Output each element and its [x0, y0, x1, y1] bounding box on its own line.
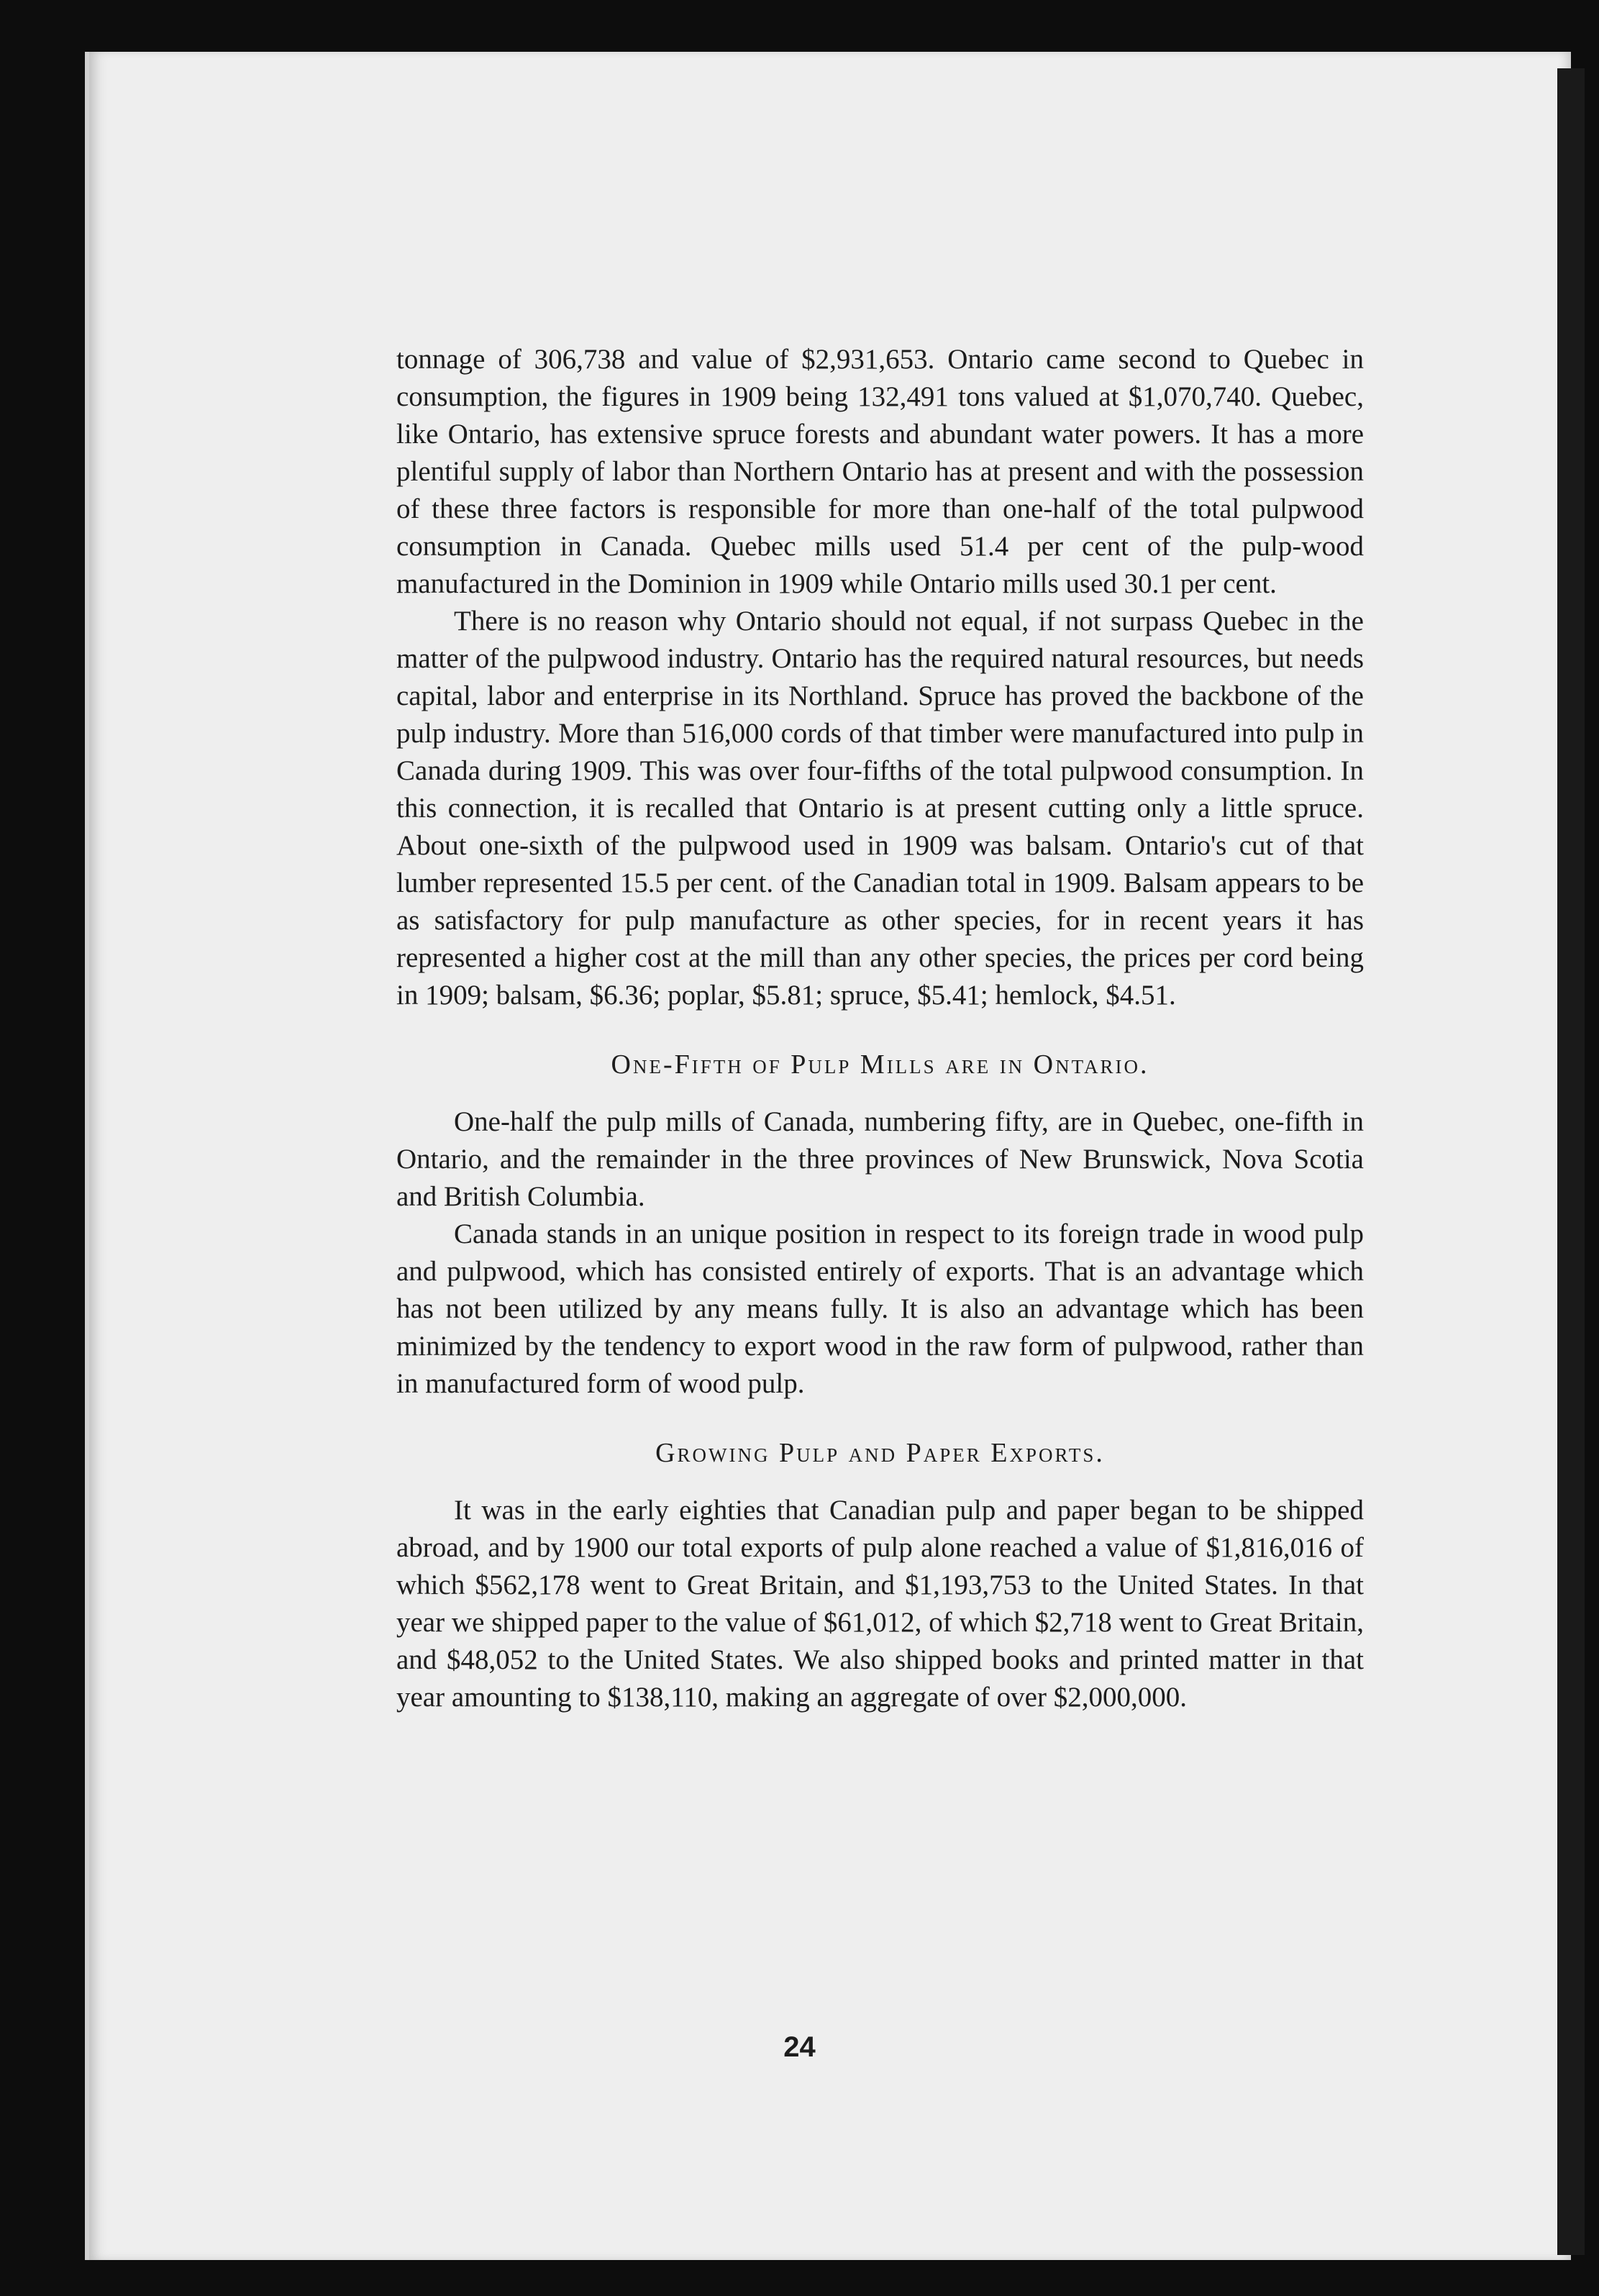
body-text — [396, 341, 1364, 1716]
paragraph-continued: tonnage of 306,738 and value of $2,931,653. Ontario came second to Quebec in consumption, the figures in 1909 being 132,491 tons valued at $1,070,740. Quebec, like Ontario, has extensive spruce forests and abundant water powers. It has a more plentiful supply of labor than Northern Ontario has at present and with the possession of these three factors is responsible for more than one-half of the total pulpwood consumption in Canada. Quebec mills used 51.4 per cent of the pulp-wood manufactured in the Dominion in 1909 while Ontario mills used 30.1 per cent. — [396, 344, 1364, 599]
paragraph-foreign-trade: Canada stands in an unique position in respect to its foreign trade in wood pulp and pulpwood, which has consisted entirely of exports. That is an advantage which has not been utilized by any means fully. It is also an advantage which has been minimized by the tendency to export wood in the raw form of pulpwood, rather than in manufactured form of wood pulp. — [396, 1218, 1364, 1399]
page-number: 24 — [783, 2031, 816, 2063]
paragraph-ontario-quebec: There is no reason why Ontario should not equal, if not surpass Quebec in the matter of the pulpwood industry. Ontario has the required natural resources, but needs capital, labor and enterprise in its Northland. Spruce has proved the backbone of the pulp industry. More than 516,000 cords of that timber were manufactured into pulp in Canada during 1909. This was over four-fifths of the total pulpwood consumption. In this connection, it is recalled that Ontario is at present cutting only a little spruce. About one-sixth of the pulpwood used in 1909 was balsam. Ontario's cut of that lumber represented 15.5 per cent. of the Canadian total in 1909. Balsam appears to be as satisfactory for pulp manufacture as other species, for in recent years it has represented a higher cost at the mill than any other species, the prices per cord being in 1909; balsam, $6.36; poplar, $5.81; spruce, $5.41; hemlock, $4.51. — [396, 606, 1364, 1011]
paragraph-pulp-mills: One-half the pulp mills of Canada, numbering fifty, are in Quebec, one-fifth in Ontario, and the remainder in the three provinces of New Brunswick, Nova Scotia and British Columbia. — [396, 1106, 1364, 1212]
paragraph-exports: It was in the early eighties that Canadian pulp and paper began to be shipped abroad, and by 1900 our total exports of pulp alone reached a value of $1,816,016 of which $562,178 went to Great Britain, and $1,193,753 to the United States. In that year we shipped paper to the value of $61,012, of which $2,718 went to Great Britain, and $48,052 to the United States. We also shipped books and printed matter in that year amounting to $138,110, making an aggregate of over $2,000,000. — [396, 1495, 1364, 1713]
page-edge-shadow — [1557, 68, 1585, 2255]
section-heading-pulp-mills: One-Fifth of Pulp Mills are in Ontario. — [611, 1049, 1149, 1080]
section-heading-exports: Growing Pulp and Paper Exports. — [655, 1438, 1105, 1468]
